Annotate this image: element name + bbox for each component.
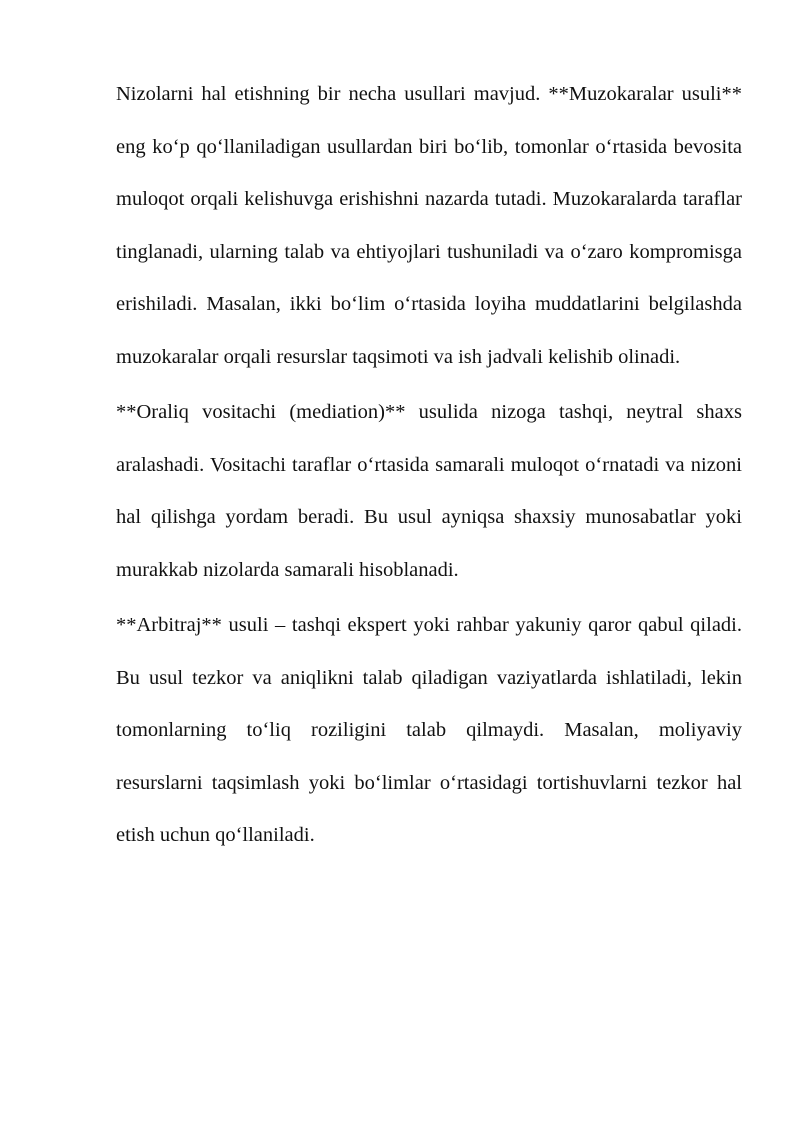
paragraph-negotiation: Nizolarni hal etishning bir necha usullari mavjud. **Muzokaralar usuli** eng ko‘p qo‘llaniladigan usullardan biri bo‘lib, tomonlar o‘rtasida bevosita muloqot orqali kelishuvga erishishni nazarda tutadi. Muzokaralarda taraflar tinglanadi, ularning talab va ehtiyojlari tushuniladi va o‘zaro kompromisga erishiladi. Masalan, ikki bo‘lim o‘rtasida loyiha muddatlarini belgilashda muzokaralar orqali resurslar taqsimoti va ish jadvali kelishib olinadi. — [116, 83, 742, 368]
paragraph-mediation: **Oraliq vositachi (mediation)** usulida nizoga tashqi, neytral shaxs aralashadi. Vositachi taraflar o‘rtasida samarali muloqot o‘rnatadi va nizoni hal qilishga yordam beradi. Bu usul ayniqsa shaxsiy munosabatlar yoki murakkab nizolarda samarali hisoblanadi. — [116, 401, 742, 581]
paragraph-arbitration: **Arbitraj** usuli – tashqi ekspert yoki rahbar yakuniy qaror qabul qiladi. Bu usul tezkor va aniqlikni talab qiladigan vaziyatlarda ishlatiladi, lekin tomonlarning to‘liq roziligini talab qilmaydi. Masalan, moliyaviy resurslarni taqsimlash yoki bo‘limlar o‘rtasidagi tortishuvlarni tezkor hal etish uchun qo‘llaniladi. — [116, 614, 742, 846]
document-body — [116, 68, 742, 865]
